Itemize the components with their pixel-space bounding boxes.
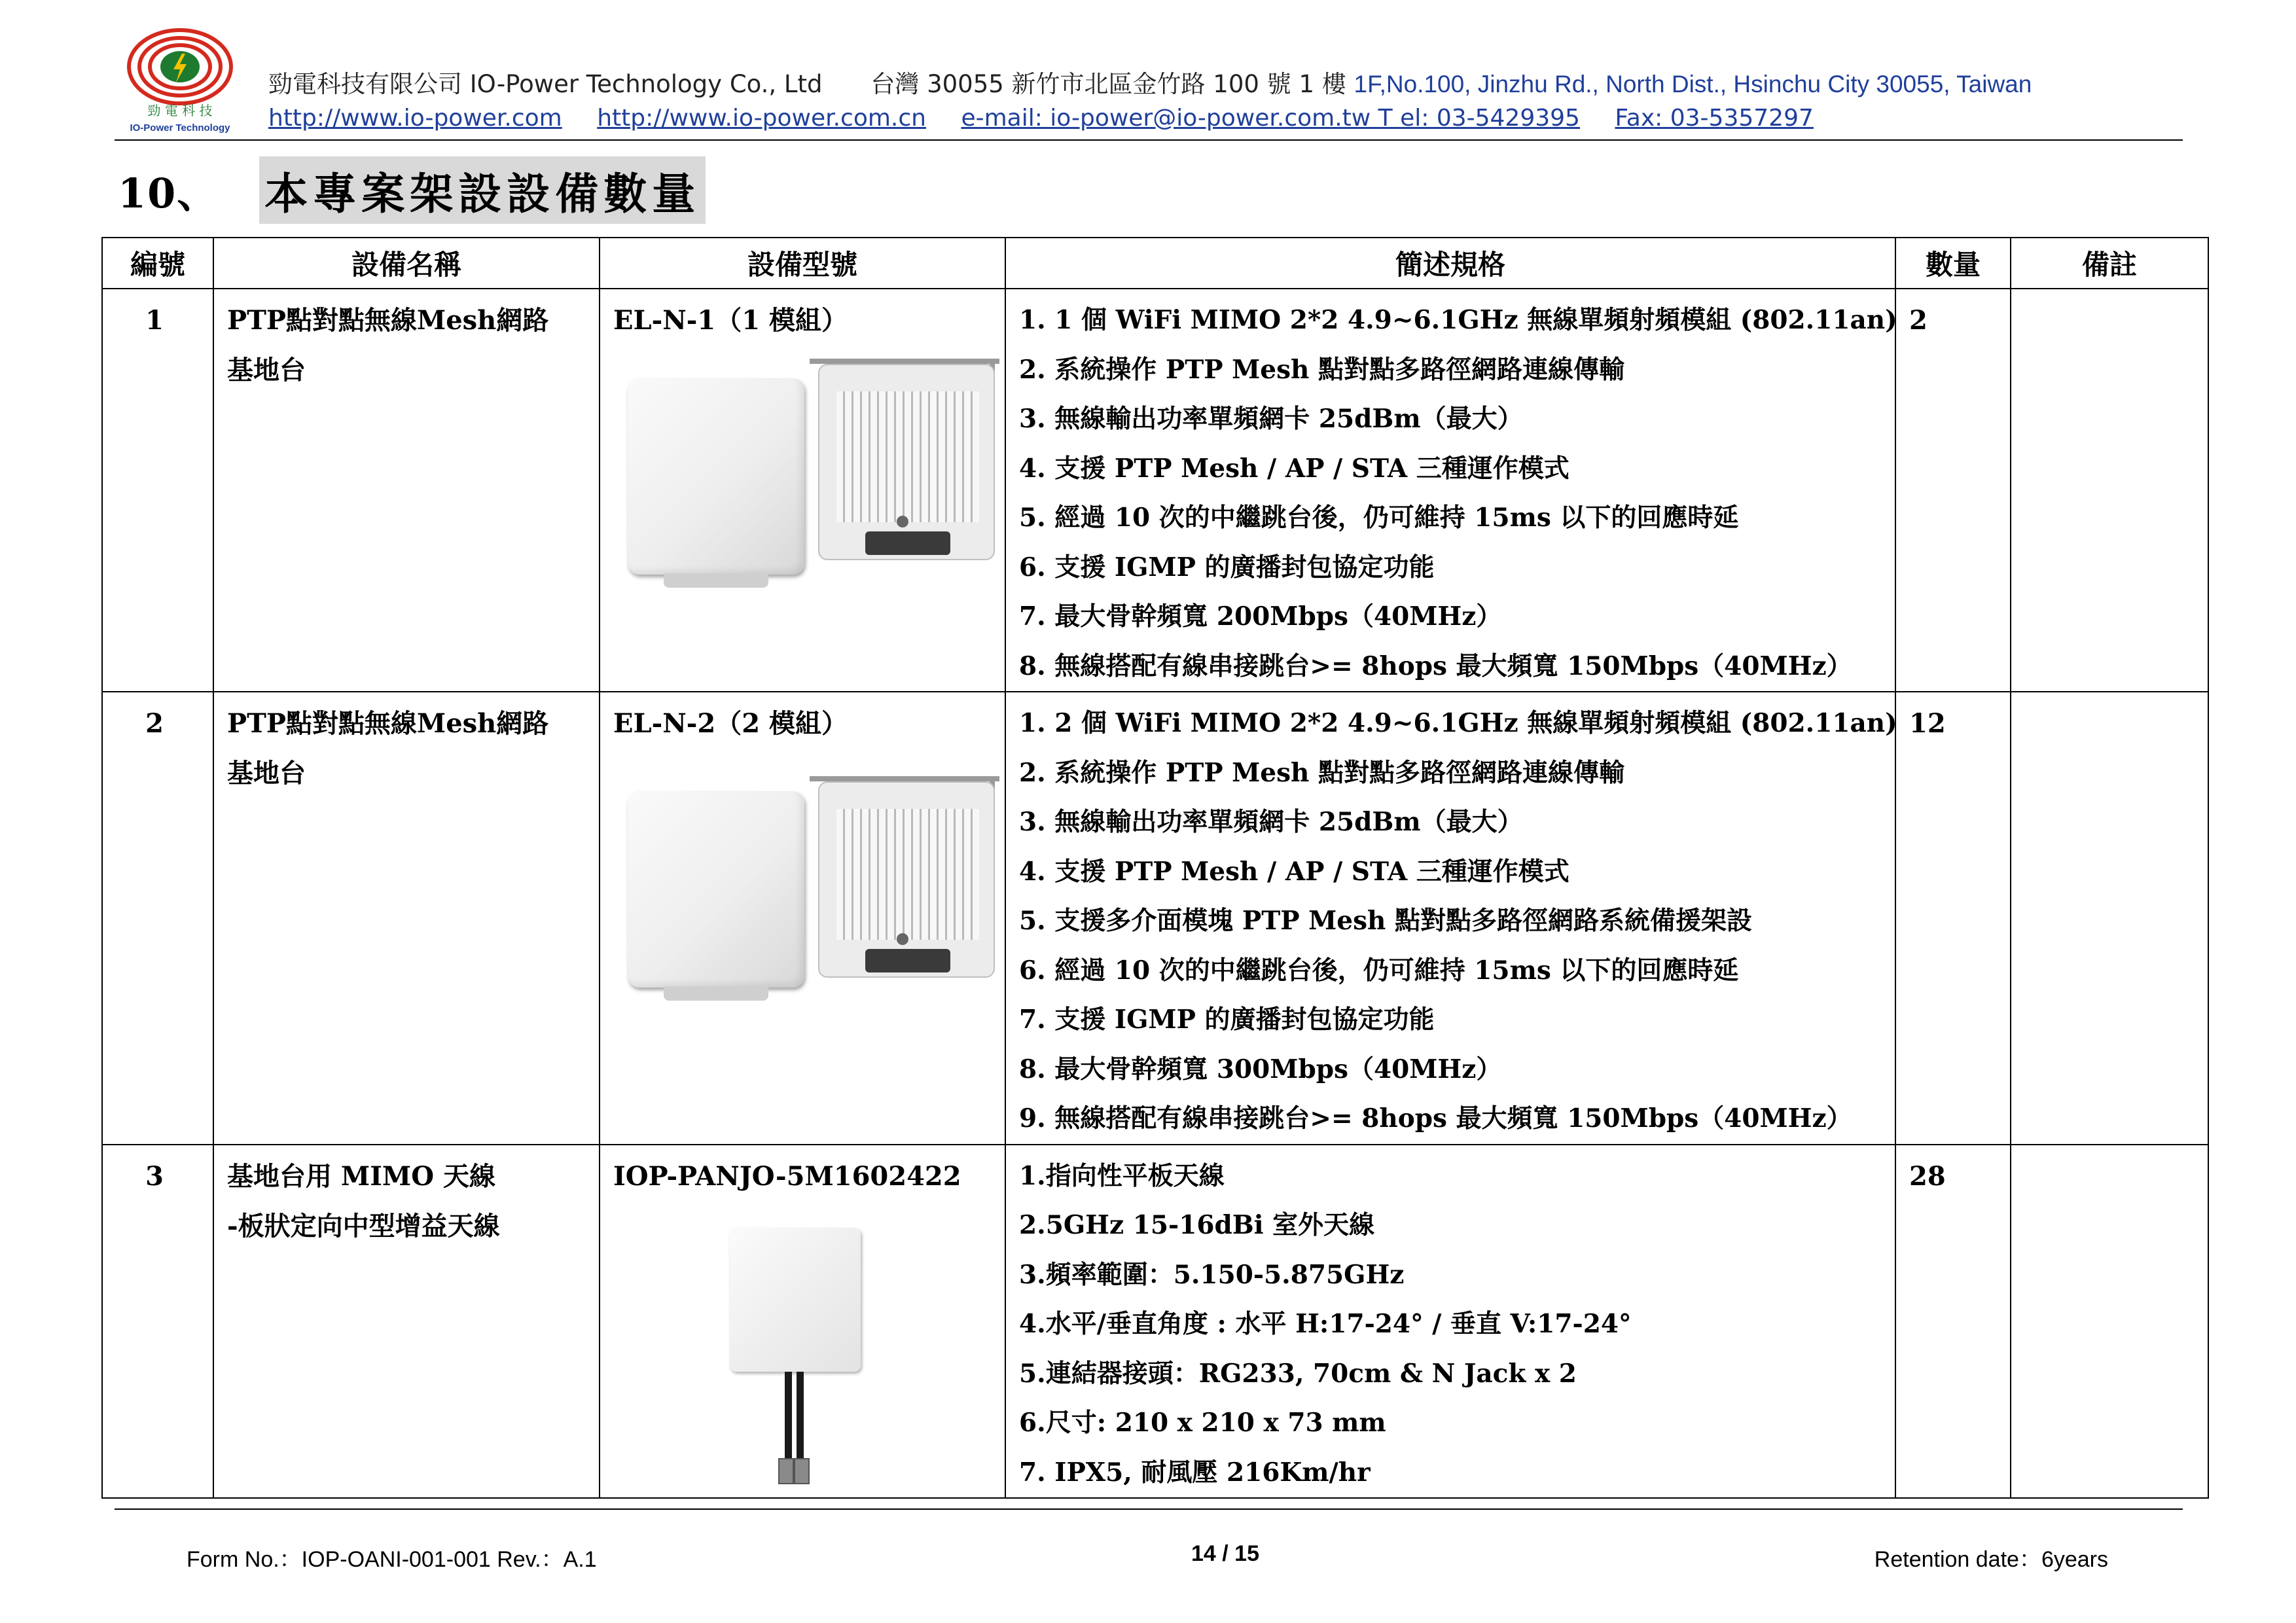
col-header-no: 編號 [102,238,213,289]
equipment-name: 基地台用 MIMO 天線 -板狀定向中型增益天線 [227,1160,500,1241]
email-phone[interactable]: e-mail: io-power@io-power.com.tw T el: 03-5429395 [961,105,1580,132]
equipment-name: PTP點對點無線Mesh網路 基地台 [227,305,549,385]
device-back [818,781,995,978]
equipment-name: PTP點對點無線Mesh網路 基地台 [227,708,549,789]
remark [2011,1145,2208,1152]
spec-item: 3.頻率範圍：5.150-5.875GHz [1019,1259,1405,1290]
equipment-model-cell [600,1145,1005,1489]
form-number: Form No.：IOP-OANI-001-001 Rev.：A.1 [187,1547,597,1572]
equipment-model: EL-N-2（2 模組） [613,708,848,739]
antenna-panel [730,1228,861,1372]
row-number: 3 [145,1160,164,1192]
equipment-model: EL-N-1（1 模組） [613,305,848,336]
table-row [102,1145,2208,1499]
address-cn: 台灣 30055 新竹市北區金竹路 100 號 1 樓 [870,70,1346,98]
address-en: 1F,No.100, Jinzhu Rd., North Dist., Hsinchu City 30055, Taiwan [1354,71,2032,98]
quantity: 12 [1909,708,1946,739]
equipment-model-cell [600,692,1005,958]
table-header-row [102,238,2208,289]
website-link[interactable]: http://www.io-power.com [268,105,562,132]
company-address-line [268,64,2032,99]
section-title: 本專案架設設備數量 [259,156,706,224]
quantity: 28 [1909,1160,1946,1192]
table-row [102,692,2208,1145]
spec-item: 1. 2 個 WiFi MIMO 2*2 4.9~6.1GHz 無線單頻射頻模組 (802.11an) [1019,708,1897,738]
device-front [628,791,804,988]
remark [2011,289,2208,296]
spec-item: 6. 支援 IGMP 的廣播封包協定功能 [1019,552,1435,582]
equipment-model: IOP-PANJO-5M1602422 [613,1160,961,1192]
remark [2011,692,2208,699]
spec-item: 9. 無線搭配有線串接跳台>= 8hops 最大頻寬 150Mbps（40MHz） [1019,1103,1852,1133]
company-name-en: IO-Power Technology Co., Ltd [469,70,823,98]
spec-list [1006,289,1895,691]
website-cn-link[interactable]: http://www.io-power.com.cn [597,105,926,132]
spec-item: 7. IPX5, 耐風壓 216Km/hr [1019,1457,1371,1488]
equipment-model-cell [600,289,1005,555]
spec-item: 2.5GHz 15-16dBi 室外天線 [1019,1210,1375,1240]
spec-item: 1.指向性平板天線 [1019,1160,1225,1191]
col-header-name: 設備名稱 [213,238,600,289]
spec-item: 5. 支援多介面模塊 PTP Mesh 點對點多路徑網路系統備援架設 [1019,906,1752,936]
quantity: 2 [1909,305,1928,336]
spec-item: 6.尺寸: 210 x 210 x 73 mm [1019,1408,1386,1438]
panel-antenna-image [613,1202,998,1489]
spec-list [1006,692,1895,1144]
device-back [818,364,995,560]
header-divider [115,139,2183,141]
spec-item: 4. 支援 PTP Mesh / AP / STA 三種運作模式 [1019,453,1570,484]
spec-item: 6. 經過 10 次的中繼跳台後，仍可維持 15ms 以下的回應時延 [1019,955,1739,986]
spec-item: 5.連結器接頭：RG233, 70cm & N Jack x 2 [1019,1358,1577,1389]
spec-item: 7. 支援 IGMP 的廣播封包協定功能 [1019,1005,1435,1035]
svg-text:勁 電 科 技: 勁 電 科 技 [147,103,213,118]
page-header [115,26,2183,141]
spec-item: 1. 1 個 WiFi MIMO 2*2 4.9~6.1GHz 無線單頻射頻模組 (802.11an) [1019,305,1897,335]
company-name-cn: 勁電科技有限公司 [268,70,462,98]
footer-divider [115,1508,2183,1510]
section-number: 10、 [118,169,219,217]
row-number: 2 [145,708,164,739]
spec-item: 3. 無線輸出功率單頻網卡 25dBm（最大） [1019,404,1523,434]
spec-list [1006,1145,1895,1498]
col-header-qty: 數量 [1895,238,2011,289]
col-header-model: 設備型號 [600,238,1005,289]
contact-line [268,105,1814,132]
equipment-table [101,237,2209,1499]
section-heading [118,158,706,221]
fax-number: Fax: 03-5357297 [1615,105,1814,132]
spec-item: 2. 系統操作 PTP Mesh 點對點多路徑網路連線傳輸 [1019,354,1624,385]
spec-item: 2. 系統操作 PTP Mesh 點對點多路徑網路連線傳輸 [1019,757,1624,788]
row-number: 1 [145,305,164,336]
spec-item: 7. 最大骨幹頻寬 200Mbps（40MHz） [1019,601,1502,632]
base-station-image [613,359,998,555]
col-header-spec: 簡述規格 [1005,238,1895,289]
spec-item: 3. 無線輸出功率單頻網卡 25dBm（最大） [1019,807,1523,837]
table-row [102,289,2208,692]
company-logo [115,26,252,137]
spec-item: 4. 支援 PTP Mesh / AP / STA 三種運作模式 [1019,856,1570,887]
retention-date: Retention date：6years [1874,1547,2108,1572]
page-number: 14 / 15 [1191,1541,1259,1566]
col-header-remark: 備註 [2011,238,2208,289]
spec-item: 5. 經過 10 次的中繼跳台後，仍可維持 15ms 以下的回應時延 [1019,503,1739,533]
svg-text:IO-Power Technology: IO-Power Technology [130,122,230,134]
base-station-image [613,762,998,958]
spec-item: 8. 最大骨幹頻寬 300Mbps（40MHz） [1019,1054,1502,1084]
spec-item: 4.水平/垂直角度 : 水平 H:17-24° / 垂直 V:17-24° [1019,1309,1632,1339]
spec-item: 8. 無線搭配有線串接跳台>= 8hops 最大頻寬 150Mbps（40MHz） [1019,651,1852,681]
device-front [628,378,804,575]
